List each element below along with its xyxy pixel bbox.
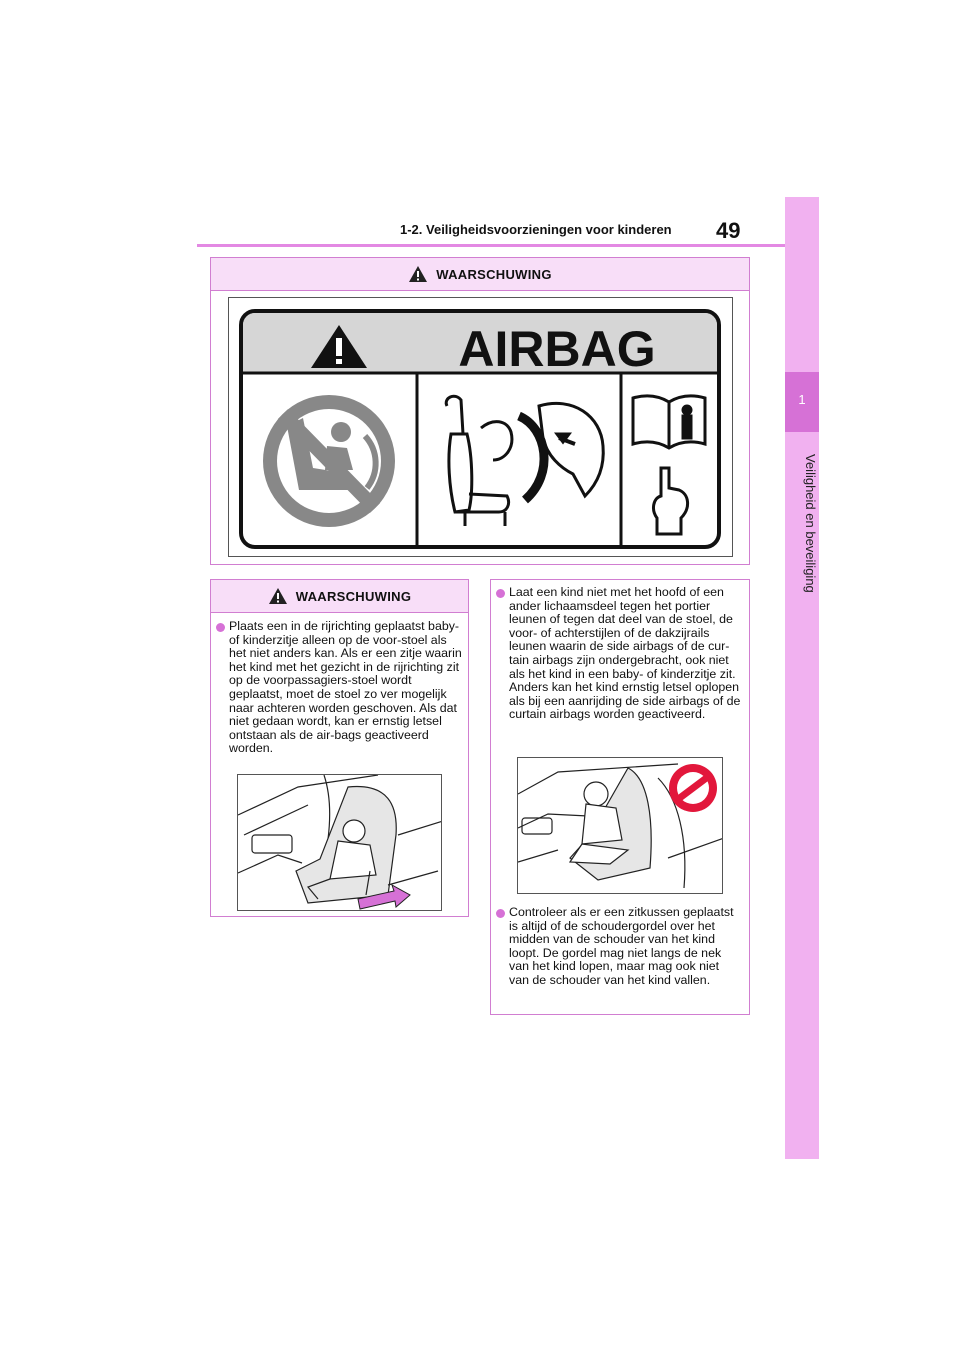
bullet-dot-icon	[496, 589, 505, 598]
child-leaning-figure	[517, 757, 723, 894]
bullet-dot-icon	[496, 909, 505, 918]
section-title: 1-2. Veiligheidsvoorzieningen voor kinderen	[400, 222, 672, 237]
child-leaning-door-illustration	[518, 758, 723, 894]
warning-header	[211, 580, 468, 613]
warning-title: WAARSCHUWING	[295, 588, 412, 604]
page-number: 49	[716, 218, 741, 243]
chapter-title: Veiligheid en beveiliging	[803, 453, 818, 593]
header-rule	[197, 244, 785, 247]
warning-box-continued	[490, 579, 750, 1015]
airbag-label-figure	[228, 297, 733, 557]
airbag-word: AIRBAG	[458, 321, 656, 377]
child-seat-moved-back-illustration	[238, 775, 442, 911]
child-seat-front-figure	[237, 774, 442, 911]
warning-box-front-facing-seat	[210, 579, 469, 917]
warning-box-airbag-label	[210, 257, 750, 565]
warning-bullet: Plaats een in de rijrichting geplaatst baby- of kinderzitje alleen op de voor-stoel als het niet anders kan. Als er een zitje waarin het kind met het gezicht in de rijrichting zit op de voorpassagiers-stoel wordt geplaatst, moet de stoel zo ver mogelijk naar achteren worden geschoven. Als dat niet gedaan wordt, kan er ernstig letsel ontstaan als de air-bags geactiveerd worden.	[216, 620, 462, 756]
warning-bullet: Controleer als er een zitkussen geplaatst is altijd of de schoudergordel over het midden van de schouder van het kind loopt. De gordel mag niet langs de nek van het kind lopen, maar mag ook niet van de schouder van het kind vallen.	[496, 906, 742, 988]
warning-title: WAARSCHUWING	[436, 266, 552, 282]
prohibition-icon	[669, 764, 717, 812]
bullet-dot-icon	[216, 623, 225, 632]
warning-triangle-icon	[268, 587, 288, 605]
airbag-label-illustration	[229, 298, 733, 557]
chapter-side-tab	[785, 197, 819, 1159]
warning-triangle-icon	[408, 265, 428, 283]
no-rear-facing-seat-icon	[263, 395, 395, 527]
warning-header	[211, 258, 749, 291]
warning-bullet: Laat een kind niet met het hoofd of een ander lichaamsdeel tegen het portier leunen of tegen dat deel van de stoel, de voor- of achterstijlen of de dakzijrails leunen waarin de side airbags of de cur-tain airbags zijn ondergebracht, ook niet als het kind in een baby- of kinderzitje zit. Anders kan het kind ernstig letsel oplopen als bij een aanrijding de side airbags of de curtain airbags worden geactiveerd.	[496, 586, 742, 722]
chapter-number: 1	[798, 392, 806, 407]
